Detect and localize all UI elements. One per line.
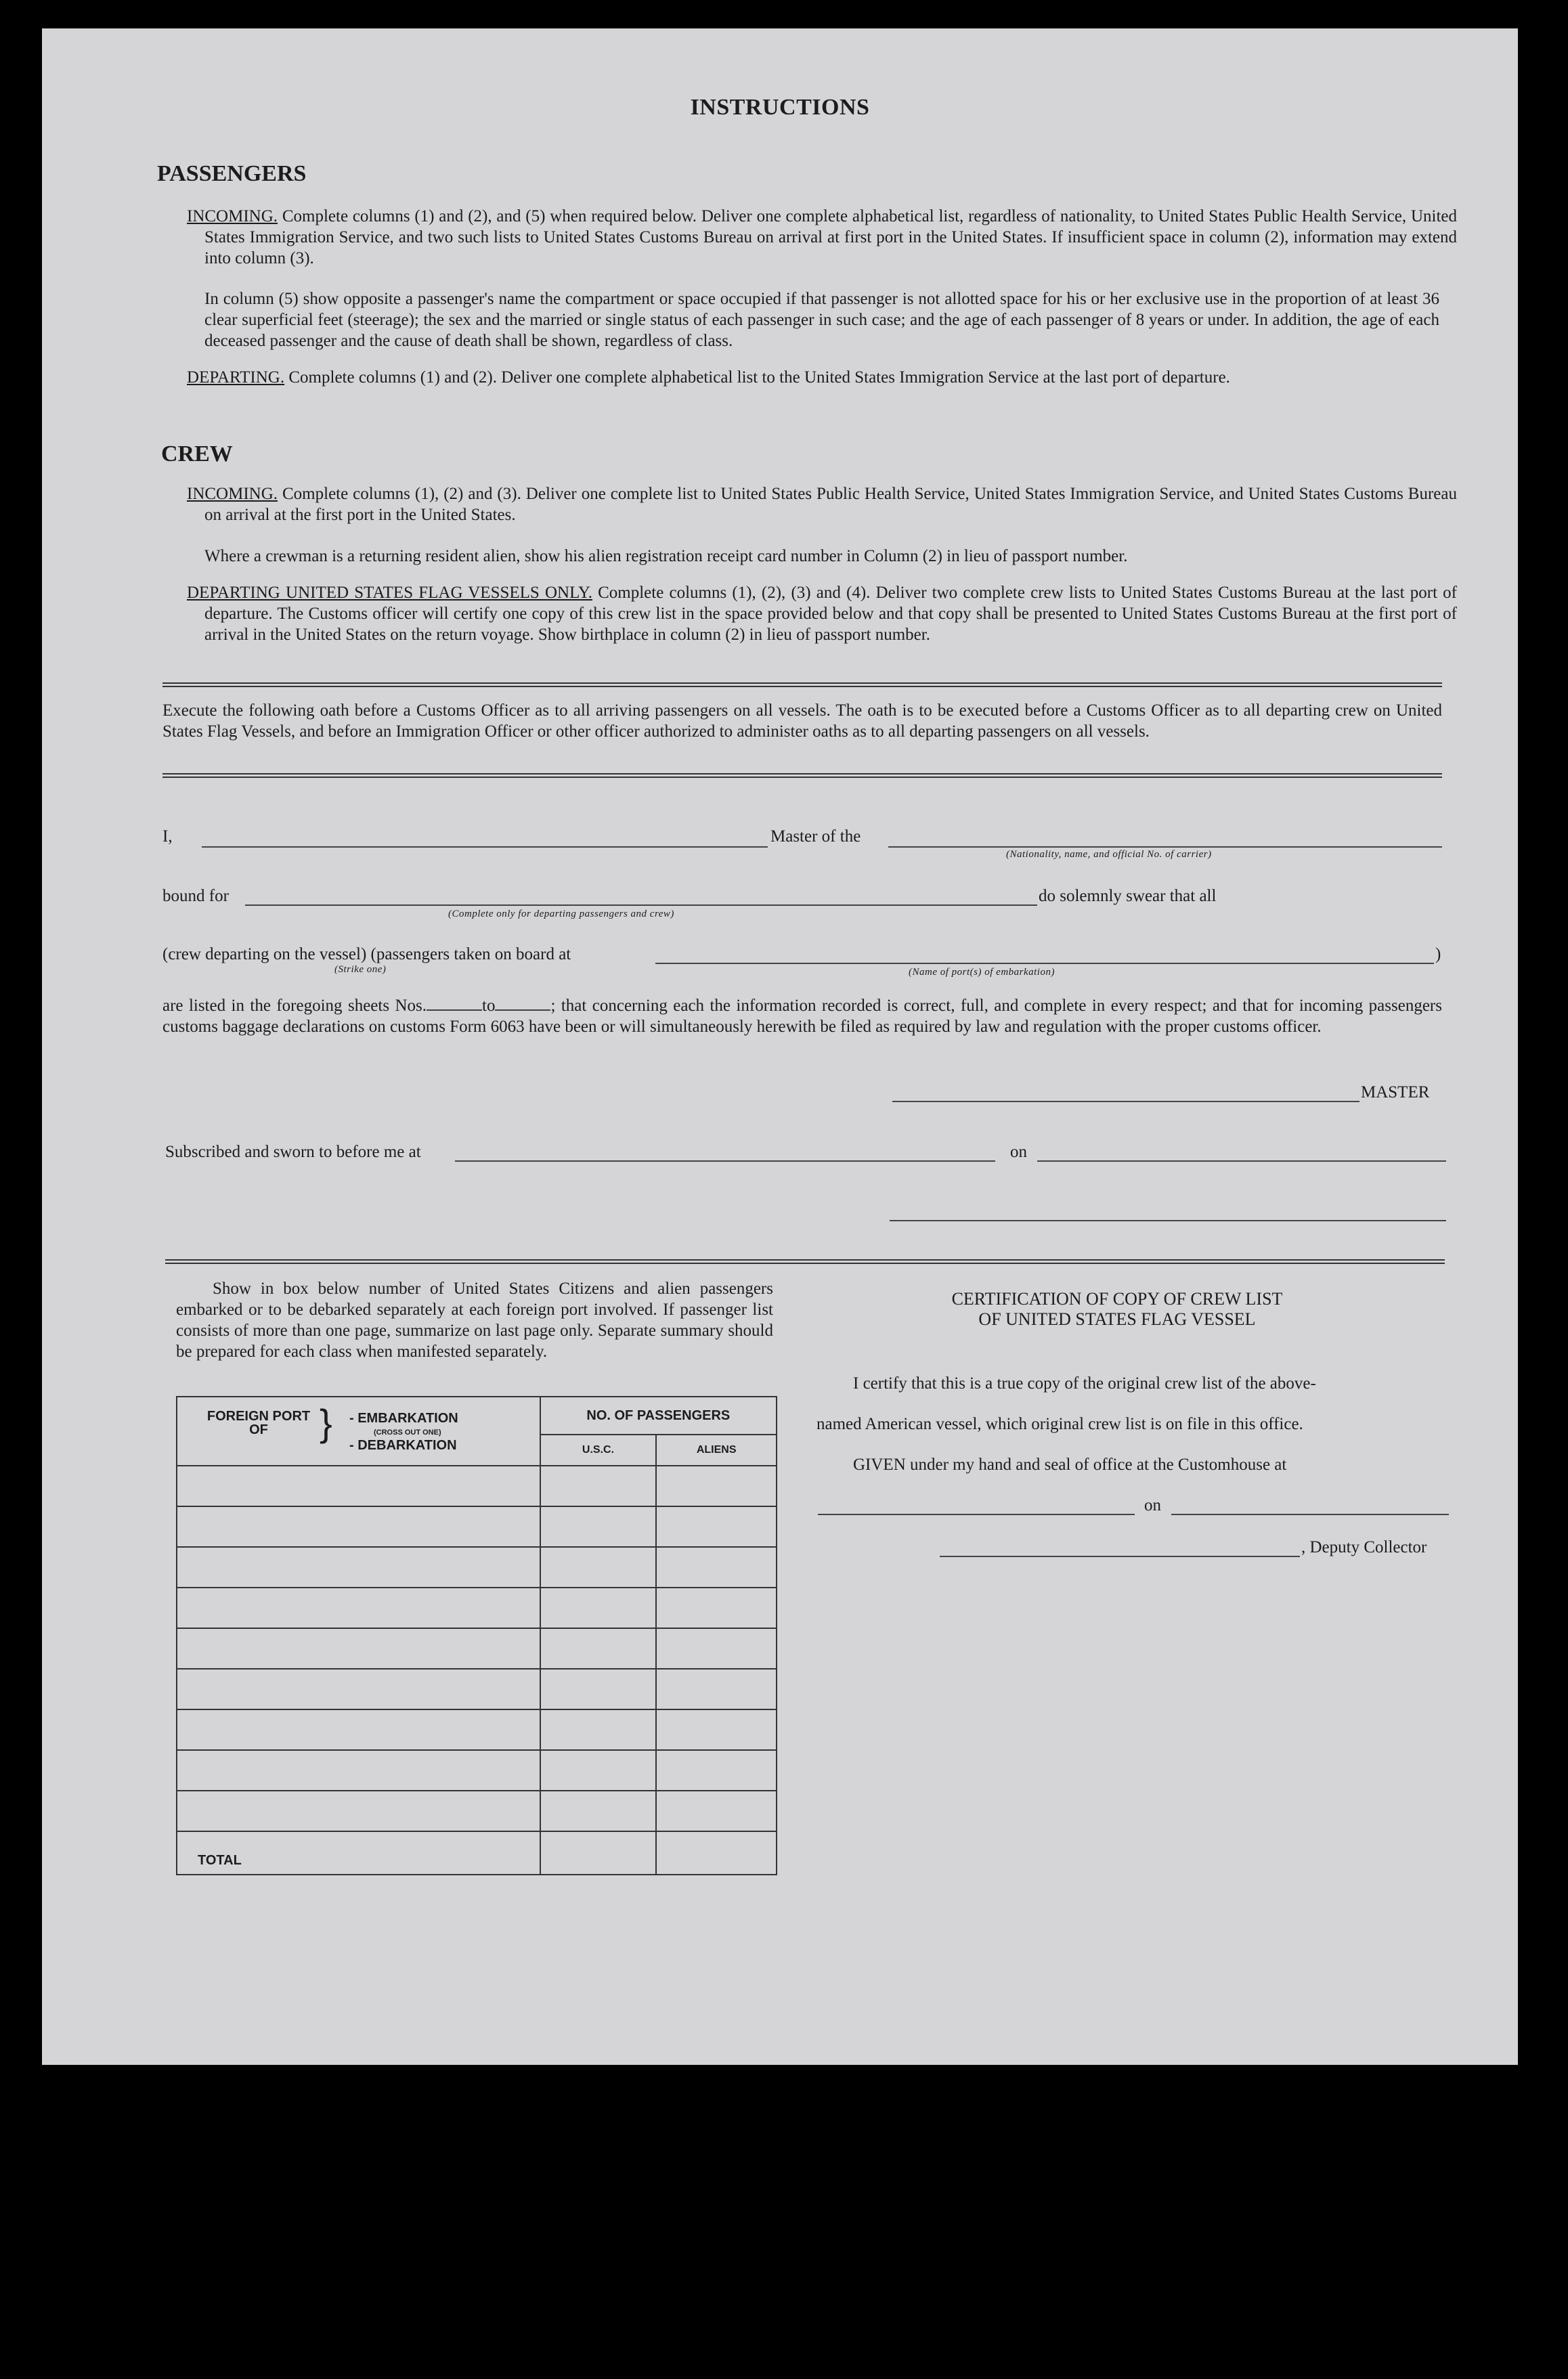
- crew-heading: CREW: [161, 441, 233, 466]
- total-aliens-cell[interactable]: [656, 1831, 777, 1875]
- oath-listed-paragraph: [162, 995, 1442, 1037]
- crew-resident-paragraph: [204, 546, 1439, 567]
- master-name-field[interactable]: [202, 846, 768, 848]
- master-signature-field[interactable]: [892, 1101, 1359, 1102]
- passengers-incoming-text: Complete columns (1) and (2), and (5) when required below. Deliver one complete alphabetical list, regardless of nationality, to United States Public Health Service, United States Immigration Service, and two such lists to United States Customs Bureau on arrival at first port in the United States. If insufficient space in column (2), information may extend into column (3).: [204, 207, 1457, 267]
- oath-listed-text-b: ; that concerning each the information recorded is correct, full, and complete in every respect; and that for incoming passengers customs baggage declarations on customs Form 6063 have been or will simultaneously herewith be filed as required by law and regulation with the proper customs officer.: [162, 997, 1442, 1036]
- subscribed-date-field[interactable]: [1037, 1160, 1446, 1162]
- usc-cell[interactable]: [540, 1588, 657, 1628]
- port-cell[interactable]: [177, 1466, 540, 1506]
- usc-header: U.S.C.: [540, 1435, 657, 1466]
- oath-i-label: I,: [162, 827, 173, 846]
- foreign-port-of-label: FOREIGN PORT OF: [206, 1409, 311, 1437]
- port-cell[interactable]: [177, 1628, 540, 1669]
- double-rule: [162, 773, 1442, 778]
- oath-bound-for-label: bound for: [162, 887, 229, 905]
- double-rule: [165, 1259, 1445, 1264]
- passengers-departing-label: DEPARTING.: [187, 368, 285, 387]
- subscribed-on-label: on: [1010, 1143, 1027, 1161]
- carrier-caption: (Nationality, name, and official No. of carrier): [1006, 849, 1212, 860]
- oath-listed-to: to: [482, 997, 496, 1015]
- deputy-collector-label: , Deputy Collector: [1301, 1538, 1427, 1556]
- port-cell[interactable]: [177, 1506, 540, 1547]
- aliens-cell[interactable]: [656, 1466, 777, 1506]
- port-cell[interactable]: [177, 1669, 540, 1709]
- oath-swear-text: do solemnly swear that all: [1039, 887, 1217, 905]
- passengers-heading: PASSENGERS: [157, 161, 307, 186]
- bound-for-caption: (Complete only for departing passengers and crew): [448, 909, 674, 919]
- port-cell[interactable]: [177, 1709, 540, 1750]
- cross-out-label: (CROSS OUT ONE): [374, 1428, 441, 1437]
- crew-incoming-label: INCOMING.: [187, 485, 278, 503]
- certification-date-field[interactable]: [1171, 1514, 1449, 1515]
- total-label-cell: [177, 1831, 540, 1875]
- usc-cell[interactable]: [540, 1628, 657, 1669]
- certification-heading-2: OF UNITED STATES FLAG VESSEL: [978, 1309, 1256, 1329]
- debarkation-label: - DEBARKATION: [349, 1438, 457, 1453]
- double-rule: [162, 682, 1442, 687]
- passengers-column5-text: In column (5) show opposite a passenger's name the compartment or space occupied if that passenger is not allotted space for his or her exclusive use in the proportion of at least 36 clear superficial feet (steerage); the sex and the married or single status of each passenger in such case; and the age of each passenger of 8 years or under. In addition, the age of each deceased passenger and the cause of death shall be shown, regardless of class.: [204, 290, 1439, 350]
- oath-master-of-label: Master of the: [770, 827, 861, 846]
- subscribed-place-field[interactable]: [455, 1160, 995, 1162]
- aliens-cell[interactable]: [656, 1628, 777, 1669]
- usc-cell[interactable]: [540, 1506, 657, 1547]
- usc-cell[interactable]: [540, 1791, 657, 1831]
- passengers-incoming-paragraph: [187, 206, 1457, 269]
- oath-close-paren: ): [1435, 945, 1441, 963]
- usc-cell[interactable]: [540, 1466, 657, 1506]
- brace-icon: }: [320, 1401, 332, 1444]
- embarkation-ports-field[interactable]: [655, 963, 1434, 964]
- foreign-port-header: [177, 1397, 540, 1466]
- officer-signature-field[interactable]: [890, 1220, 1446, 1221]
- aliens-cell[interactable]: [656, 1669, 777, 1709]
- strike-one-caption: (Strike one): [334, 964, 387, 975]
- certification-heading-1: CERTIFICATION OF COPY OF CREW LIST: [951, 1289, 1283, 1309]
- crew-resident-text: Where a crewman is a returning resident alien, show his alien registration receipt card number in Column (2) in lieu of passport number.: [204, 547, 1128, 565]
- passengers-incoming-label: INCOMING.: [187, 207, 278, 225]
- port-cell[interactable]: [177, 1791, 540, 1831]
- sheets-to-field[interactable]: [495, 996, 550, 1011]
- passengers-column5-paragraph: [204, 288, 1439, 351]
- aliens-cell[interactable]: [656, 1588, 777, 1628]
- usc-cell[interactable]: [540, 1547, 657, 1588]
- crew-departing-label: DEPARTING UNITED STATES FLAG VESSELS ONLY.: [187, 584, 592, 602]
- oath-crew-departing-text: (crew departing on the vessel) (passengers taken on board at: [162, 945, 571, 963]
- crew-departing-text: Complete columns (1), (2), (3) and (4). Deliver two complete crew lists to United States Customs Bureau at the last port of departure. The Customs officer will certify one copy of this crew list in the space provided below and that copy shall be presented to United States Customs Bureau at the first port of arrival in the United States on the return voyage. Show birthplace in column (2) in lieu of passport number.: [204, 584, 1457, 644]
- sheets-from-field[interactable]: [427, 996, 482, 1011]
- form-page: [42, 28, 1518, 2065]
- usc-cell[interactable]: [540, 1709, 657, 1750]
- master-signature-label: MASTER: [1361, 1083, 1430, 1101]
- bound-for-field[interactable]: [245, 904, 1037, 906]
- customhouse-field[interactable]: [818, 1514, 1135, 1515]
- aliens-cell[interactable]: [656, 1791, 777, 1831]
- certification-line-3: GIVEN under my hand and seal of office at the Customhouse at: [853, 1456, 1287, 1474]
- certification-line-1: I certify that this is a true copy of the original crew list of the above-: [853, 1374, 1316, 1393]
- subscribed-label: Subscribed and sworn to before me at: [165, 1143, 421, 1161]
- summary-instructions: Show in box below number of United States Citizens and alien passengers embarked or to be debarked separately at each foreign port involved. If passenger list consists of more than one page, summarize on last page only. Separate summary should be prepared for each class when manifested separately.: [176, 1280, 773, 1361]
- embarkation-caption: (Name of port(s) of embarkation): [909, 967, 1055, 978]
- port-cell[interactable]: [177, 1588, 540, 1628]
- usc-cell[interactable]: [540, 1750, 657, 1791]
- certification-line-2: named American vessel, which original crew list is on file in this office.: [816, 1415, 1303, 1433]
- passenger-summary-table: [176, 1396, 777, 1875]
- carrier-field[interactable]: [888, 846, 1442, 848]
- total-label: TOTAL: [198, 1853, 242, 1868]
- passengers-departing-text: Complete columns (1) and (2). Deliver one complete alphabetical list to the United States Immigration Service at the last port of departure.: [284, 368, 1230, 387]
- crew-incoming-paragraph: [187, 483, 1457, 525]
- aliens-cell[interactable]: [656, 1506, 777, 1547]
- certification-on-label: on: [1144, 1496, 1161, 1514]
- crew-departing-paragraph: [187, 582, 1457, 645]
- oath-intro: Execute the following oath before a Customs Officer as to all arriving passengers on all vessels. The oath is to be executed before a Customs Officer as to all departing crew on United States Flag Vessels, and before an Immigration Officer or other officer authorized to administer oaths as to all departing passengers on all vessels.: [162, 701, 1442, 741]
- aliens-cell[interactable]: [656, 1709, 777, 1750]
- usc-cell[interactable]: [540, 1669, 657, 1709]
- port-cell[interactable]: [177, 1547, 540, 1588]
- oath-listed-text-a: are listed in the foregoing sheets Nos.: [162, 997, 427, 1015]
- deputy-signature-field[interactable]: [940, 1556, 1300, 1557]
- embarkation-label: - EMBARKATION: [349, 1411, 458, 1426]
- aliens-cell[interactable]: [656, 1547, 777, 1588]
- aliens-header: ALIENS: [656, 1435, 777, 1466]
- no-of-passengers-header: NO. OF PASSENGERS: [540, 1397, 777, 1435]
- total-usc-cell[interactable]: [540, 1831, 657, 1875]
- aliens-cell[interactable]: [656, 1750, 777, 1791]
- passengers-departing-paragraph: [187, 367, 1457, 388]
- port-cell[interactable]: [177, 1750, 540, 1791]
- crew-incoming-text: Complete columns (1), (2) and (3). Deliver one complete list to United States Public Health Service, United States Immigration Service, and United States Customs Bureau on arrival at the first port in the United States.: [204, 485, 1457, 524]
- page-title: INSTRUCTIONS: [690, 95, 870, 120]
